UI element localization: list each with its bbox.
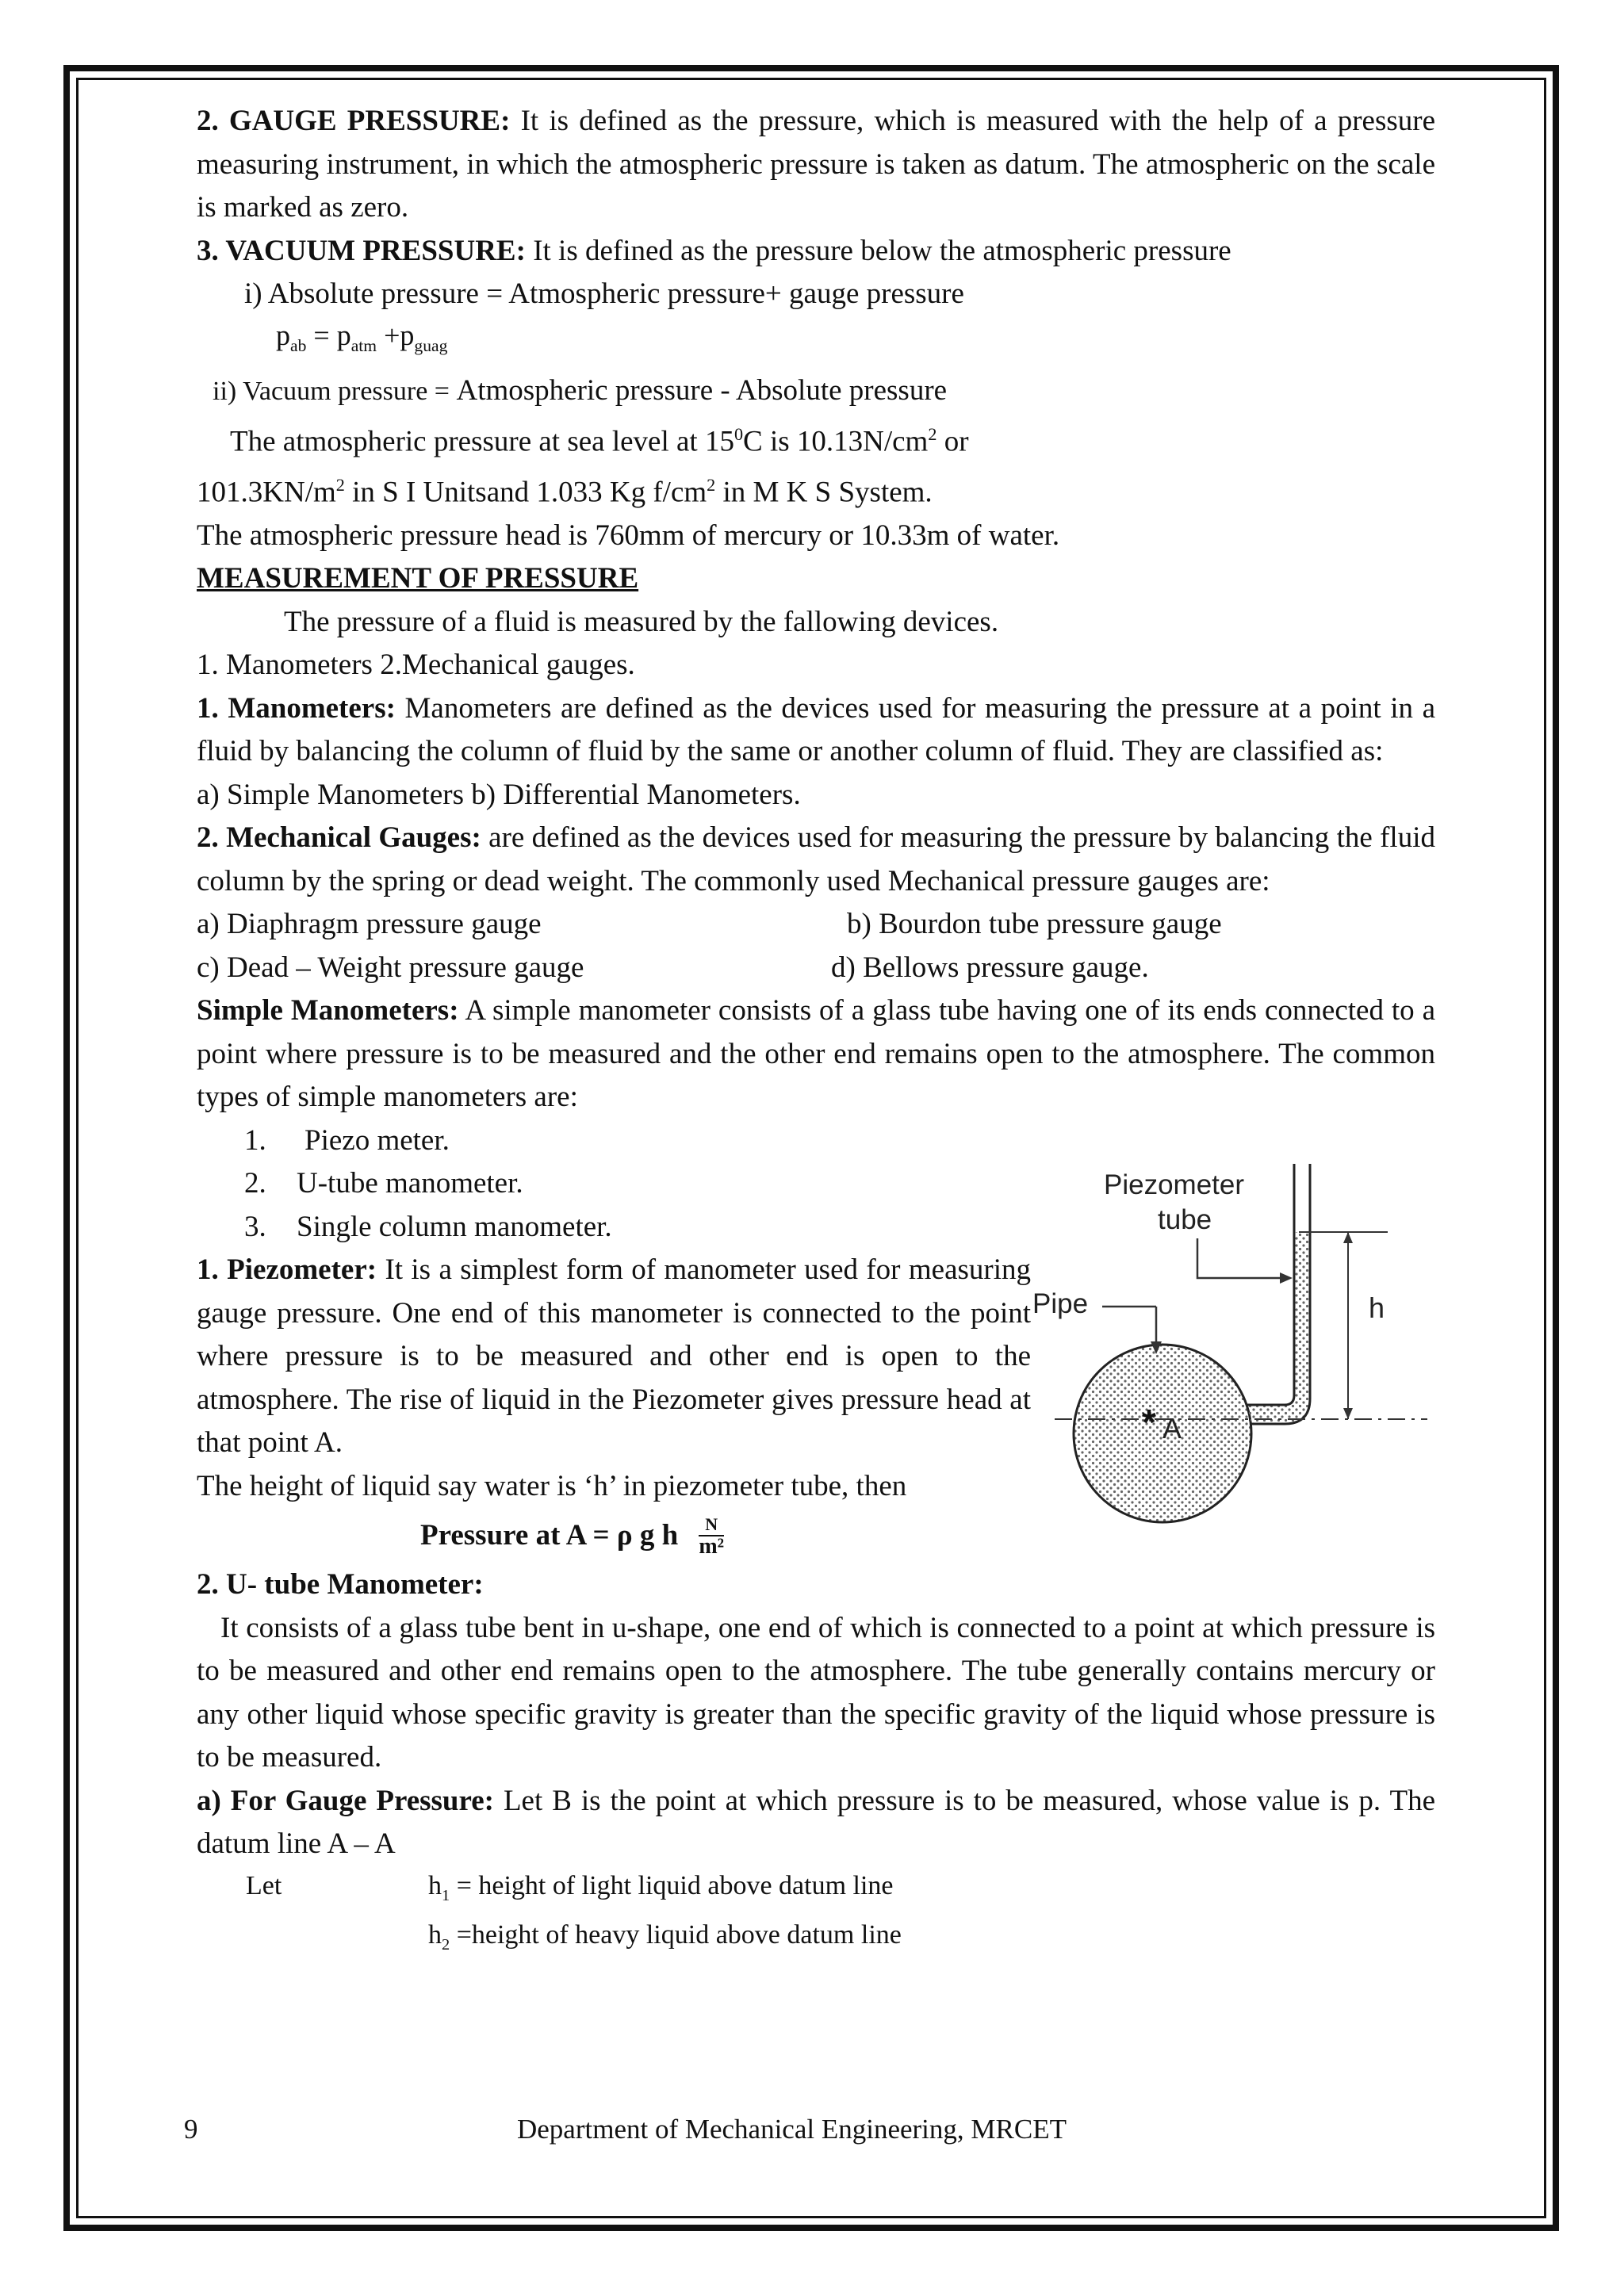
simple-manometers-paragraph: Simple Manometers: A simple manometer consists of a glass tube having one of its ends connected to a point where pressure is to be measured and the other end remains open to the atmosphere. The common types of simple manometers are: (197, 994, 1435, 1114)
pressure-at-a-formula: Pressure at A = ρ g h $\frac{N}{\text{m²}}$ (420, 1514, 725, 1559)
gauge-pressure-utube-paragraph: a) For Gauge Pressure: Let B is the point at which pressure is to be measured, whose value is p. The datum line A – A (197, 1784, 1436, 1861)
u-tube-heading: 2. U- tube Manometer: (197, 1568, 484, 1601)
piezometer-height-statement: The height of liquid say water is ‘h’ in piezometer tube, then (197, 1469, 907, 1502)
measurement-intro: The pressure of a fluid is measured by the fallowing devices. (284, 605, 999, 638)
footer-department: Department of Mechanical Engineering, MRCET (517, 2114, 1067, 2145)
measurement-of-pressure-heading: MEASUREMENT OF PRESSURE (197, 562, 639, 595)
h-arrow-bottom (1343, 1408, 1353, 1419)
tube-inner-wall (1247, 1164, 1294, 1405)
tube-label-arrowhead (1280, 1272, 1293, 1284)
piezometer-tube-label-2: tube (1158, 1203, 1212, 1235)
manometer-types: a) Simple Manometers b) Differential Manometers. (197, 778, 801, 811)
pipe-label: Pipe (1032, 1288, 1089, 1319)
unit-fraction: $\frac{N}{\text{m²}}$ (699, 1514, 725, 1559)
simple-manometer-list (197, 1119, 1031, 1249)
piezometer-section (197, 1119, 1435, 1465)
piezometer-paragraph: 1. Piezometer: It is a simplest form of manometer used for measuring gauge pressure. One end of this manometer is connected to the point where pressure is to be measured and other end is open to the atmosphere. The rise of liquid in the Piezometer gives pressure head at that point A. (197, 1253, 1031, 1460)
list-item: 1. Piezo meter. (244, 1123, 450, 1157)
page-content (197, 100, 1435, 1964)
gauge-types-row-2 (197, 947, 1435, 990)
piezometer-diagram (1031, 1151, 1435, 1532)
manometers-heading: 1. Manometers: (197, 691, 396, 725)
gauge-type-a: a) Diaphragm pressure gauge (197, 908, 542, 941)
gauge-type-d: d) Bellows pressure gauge. (831, 951, 1149, 984)
for-gauge-pressure-heading: a) For Gauge Pressure: (197, 1784, 494, 1817)
vacuum-pressure-paragraph: 3. VACUUM PRESSURE: It is defined as the pressure below the atmospheric pressure (197, 234, 1231, 267)
h-arrow-top (1343, 1232, 1353, 1243)
point-a-label: A (1162, 1411, 1182, 1445)
list-item: 2. U-tube manometer. (244, 1167, 523, 1200)
h-label: h (1369, 1291, 1385, 1324)
atmospheric-pressure-line-2: $101.3KN/m^2$ in S I Unitsand 1.033 Kg $f/cm^2$ in M K S System. (197, 475, 933, 509)
absolute-pressure-formula: $p_{ab} = p_{atm} +p_{guag}$ (276, 319, 448, 355)
tube-label-leader (1197, 1238, 1285, 1278)
manometers-paragraph: 1. Manometers: Manometers are defined as the devices used for measuring the pressure at a point in a fluid by balancing the column of fluid by the same or another column of fluid. They are classified as: (197, 691, 1435, 768)
atmospheric-pressure-line-1: The atmospheric pressure at sea level at $15^0C$ is $10.13N/cm^2$ or (230, 424, 969, 458)
vacuum-pressure-relation: ii) Vacuum pressure = Atmospheric pressure - Absolute pressure (213, 373, 948, 407)
page-number: 9 (184, 2114, 198, 2145)
measurement-devices: 1. Manometers 2.Mechanical gauges. (197, 649, 635, 682)
piezometer-tube-label-1: Piezometer (1104, 1169, 1245, 1200)
piezometer-figure (1031, 1119, 1435, 1465)
let-row-h1: Let $h_1$ = height of light liquid above datum line (246, 1870, 894, 1904)
gauge-types-row-1 (197, 903, 1435, 947)
u-tube-paragraph: It consists of a glass tube bent in u-shape, one end of which is connected to a point at which pressure is to be measured and other end remains open to the atmosphere. The tube generally contains mercury or any other liquid whose specific gravity is greater than the specific gravity of the liquid whose pressure is to be measured. (197, 1611, 1435, 1774)
point-a-marker: * (1142, 1401, 1156, 1443)
gauge-type-c: c) Dead – Weight pressure gauge (197, 951, 584, 984)
mechanical-gauges-paragraph: 2. Mechanical Gauges: are defined as the devices used for measuring the pressure by balancing the fluid column by the spring or dead weight. The commonly used Mechanical pressure gauges are: (197, 821, 1435, 897)
mechanical-gauges-heading: 2. Mechanical Gauges: (197, 821, 481, 855)
vacuum-pressure-heading: 3. VACUUM PRESSURE: (197, 234, 526, 267)
gauge-type-b: b) Bourdon tube pressure gauge (847, 908, 1222, 941)
gauge-pressure-heading: 2. GAUGE PRESSURE: (197, 105, 511, 137)
simple-manometers-heading: Simple Manometers: (197, 994, 459, 1027)
atmospheric-pressure-head: The atmospheric pressure head is 760mm of mercury or 10.33m of water. (197, 519, 1060, 552)
piezometer-heading: 1. Piezometer: (197, 1253, 377, 1287)
let-row-h2: $h_2$ =height of heavy liquid above datum line (428, 1919, 902, 1954)
list-item: 3. Single column manometer. (244, 1210, 612, 1243)
absolute-pressure-relation: i) Absolute pressure = Atmospheric pressure+ gauge pressure (244, 277, 964, 310)
piezometer-text-column (197, 1119, 1031, 1465)
gauge-pressure-paragraph: 2. GAUGE PRESSURE: It is defined as the pressure, which is measured with the help of a pressure measuring instrument, in which the atmospheric pressure is taken as datum. The atmospheric on the scale is marked as zero. (197, 105, 1435, 224)
liquid-column (1247, 1232, 1310, 1424)
let-definitions (197, 1866, 1435, 1965)
